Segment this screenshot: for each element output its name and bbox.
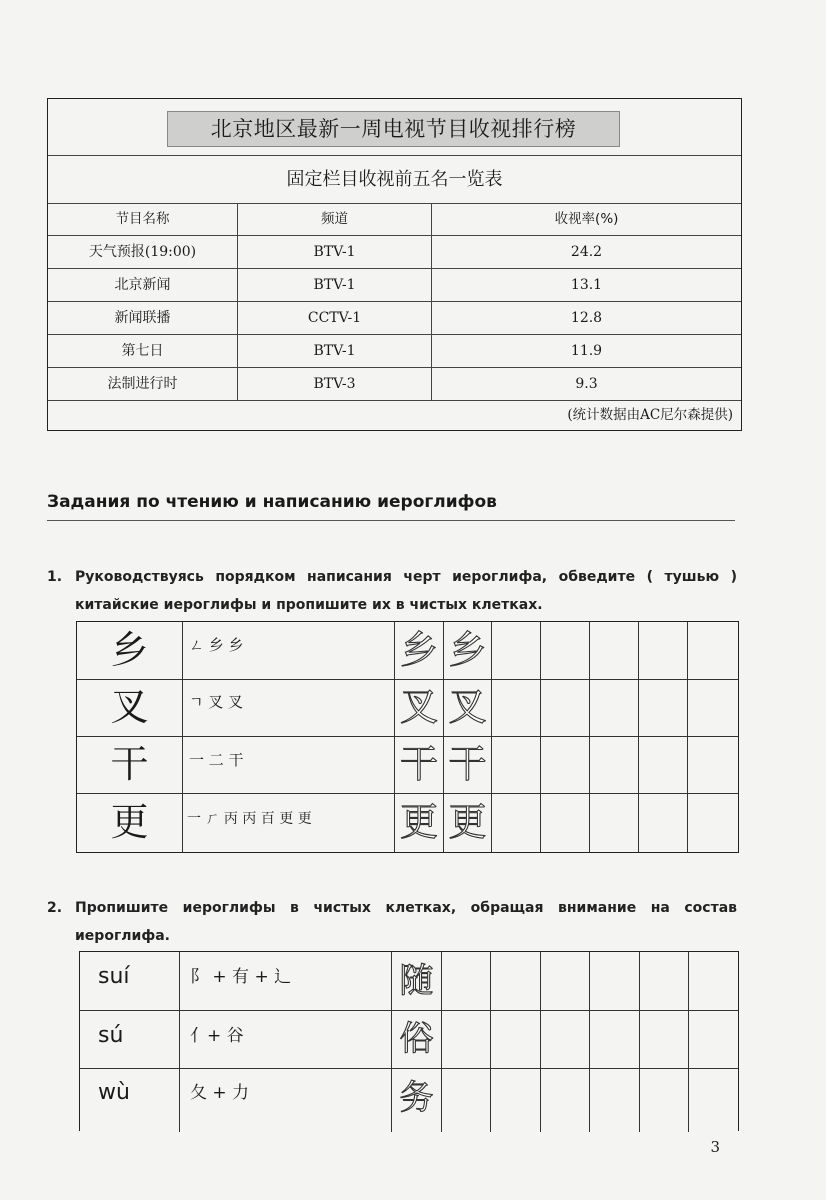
components: 夂 + 力	[180, 1068, 392, 1132]
table-row	[48, 269, 741, 302]
practice-cell[interactable]	[688, 679, 738, 736]
practice-cell[interactable]	[442, 952, 491, 1010]
practice-cell[interactable]	[492, 793, 541, 852]
task-2-instructions	[47, 894, 737, 954]
program-name: 新闻联播	[48, 302, 238, 334]
channel: BTV-1	[238, 236, 432, 268]
trace-character[interactable]: 干	[444, 736, 492, 793]
grid-row	[80, 952, 738, 1011]
page-number: 3	[710, 1138, 720, 1156]
ratings-table	[47, 98, 742, 431]
grid-row	[77, 679, 738, 737]
practice-cell[interactable]	[541, 679, 590, 736]
program-name: 法制进行时	[48, 368, 238, 400]
pinyin: suí	[80, 952, 180, 1010]
practice-cell[interactable]	[688, 793, 738, 852]
model-character: 叉	[77, 679, 183, 736]
practice-cell[interactable]	[689, 952, 738, 1010]
channel: BTV-1	[238, 269, 432, 301]
section-divider	[47, 520, 735, 521]
stroke-sequence: 一 二 干	[183, 736, 395, 793]
model-character: 干	[77, 736, 183, 793]
section-title: Задания по чтению и написанию иероглифов	[47, 492, 497, 512]
ratings-title-bar	[48, 99, 741, 156]
table-row	[48, 236, 741, 269]
trace-character[interactable]: 叉	[444, 679, 492, 736]
practice-cell[interactable]	[689, 1010, 738, 1068]
channel: CCTV-1	[238, 302, 432, 334]
task-1-instructions	[47, 563, 737, 623]
trace-character[interactable]: 乡	[444, 622, 492, 679]
pinyin: wù	[80, 1068, 180, 1132]
rating: 13.1	[570, 277, 603, 293]
grid-row	[77, 793, 738, 852]
channel: BTV-1	[238, 335, 432, 367]
rating: 12.8	[570, 310, 603, 326]
table-row	[48, 368, 741, 401]
grid-row	[77, 622, 738, 680]
practice-cell[interactable]	[688, 622, 738, 679]
practice-cell[interactable]	[541, 1068, 590, 1132]
task-1-text: Руководствуясь порядком написания черт иероглифа, обведите ( тушью ) китайские иероглифы и пропишите их в чистых клетках.	[75, 569, 737, 613]
practice-cell[interactable]	[491, 952, 541, 1010]
practice-cell[interactable]	[491, 1010, 541, 1068]
grid-row	[77, 736, 738, 794]
practice-cell[interactable]	[492, 622, 541, 679]
practice-cell[interactable]	[590, 679, 639, 736]
grid-row	[80, 1010, 738, 1069]
header-rating: 收视率(%)	[554, 211, 619, 227]
header-channel: 频道	[238, 203, 432, 235]
model-character: 更	[77, 793, 183, 852]
trace-character[interactable]: 乡	[395, 622, 444, 679]
practice-cell[interactable]	[640, 1010, 689, 1068]
data-source-note: (统计数据由AC尼尔森提供)	[567, 407, 733, 423]
ratings-subtitle: 固定栏目收视前五名一览表	[48, 155, 741, 204]
program-name: 天气预报(19:00)	[48, 236, 238, 268]
stroke-sequence: ㄥ 乡 乡	[183, 622, 395, 679]
practice-cell[interactable]	[541, 793, 590, 852]
practice-cell[interactable]	[492, 736, 541, 793]
task-2-text: Пропишите иероглифы в чистых клетках, обращая внимание на состав иероглифа.	[75, 900, 737, 944]
practice-cell[interactable]	[590, 736, 639, 793]
table-row	[48, 302, 741, 335]
model-character: 乡	[77, 622, 183, 679]
trace-character[interactable]: 随	[392, 952, 442, 1010]
practice-cell[interactable]	[590, 793, 639, 852]
channel: BTV-3	[238, 368, 432, 400]
practice-cell[interactable]	[541, 952, 590, 1010]
practice-cell[interactable]	[590, 1010, 640, 1068]
rating: 11.9	[570, 343, 603, 359]
practice-cell[interactable]	[541, 736, 590, 793]
practice-cell[interactable]	[541, 622, 590, 679]
pinyin: sú	[80, 1010, 180, 1068]
rating: 24.2	[570, 244, 603, 260]
practice-cell[interactable]	[688, 736, 738, 793]
trace-character[interactable]: 务	[392, 1068, 442, 1132]
trace-character[interactable]: 叉	[395, 679, 444, 736]
practice-cell[interactable]	[639, 622, 688, 679]
header-program: 节目名称	[48, 203, 238, 235]
trace-character[interactable]: 俗	[392, 1010, 442, 1068]
ratings-title: 北京地区最新一周电视节目收视排行榜	[167, 111, 620, 147]
program-name: 北京新闻	[48, 269, 238, 301]
trace-character[interactable]: 更	[444, 793, 492, 852]
components: 阝 + 有 + 辶	[180, 952, 392, 1010]
practice-cell[interactable]	[442, 1068, 491, 1132]
task-1-number: 1.	[47, 569, 63, 585]
stroke-order-grid	[76, 621, 739, 853]
ratings-header-row	[48, 203, 741, 236]
practice-cell[interactable]	[639, 736, 688, 793]
table-row	[48, 335, 741, 368]
task-2-number: 2.	[47, 900, 63, 916]
practice-cell[interactable]	[590, 622, 639, 679]
trace-character[interactable]: 干	[395, 736, 444, 793]
trace-character[interactable]: 更	[395, 793, 444, 852]
composition-grid	[79, 951, 739, 1131]
practice-cell[interactable]	[492, 679, 541, 736]
components: 亻+ 谷	[180, 1010, 392, 1068]
practice-cell[interactable]	[640, 952, 689, 1010]
practice-cell[interactable]	[639, 793, 688, 852]
practice-cell[interactable]	[689, 1068, 738, 1132]
practice-cell[interactable]	[541, 1010, 590, 1068]
rating: 9.3	[575, 376, 598, 392]
practice-cell[interactable]	[442, 1010, 491, 1068]
practice-cell[interactable]	[491, 1068, 541, 1132]
practice-cell[interactable]	[640, 1068, 689, 1132]
practice-cell[interactable]	[639, 679, 688, 736]
stroke-sequence: ㄱ 叉 叉	[183, 679, 395, 736]
stroke-sequence: 一 ㄏ 丙 丙 百 更 更	[183, 793, 395, 852]
grid-row	[80, 1068, 738, 1132]
practice-cell[interactable]	[590, 952, 640, 1010]
program-name: 第七日	[48, 335, 238, 367]
practice-cell[interactable]	[590, 1068, 640, 1132]
